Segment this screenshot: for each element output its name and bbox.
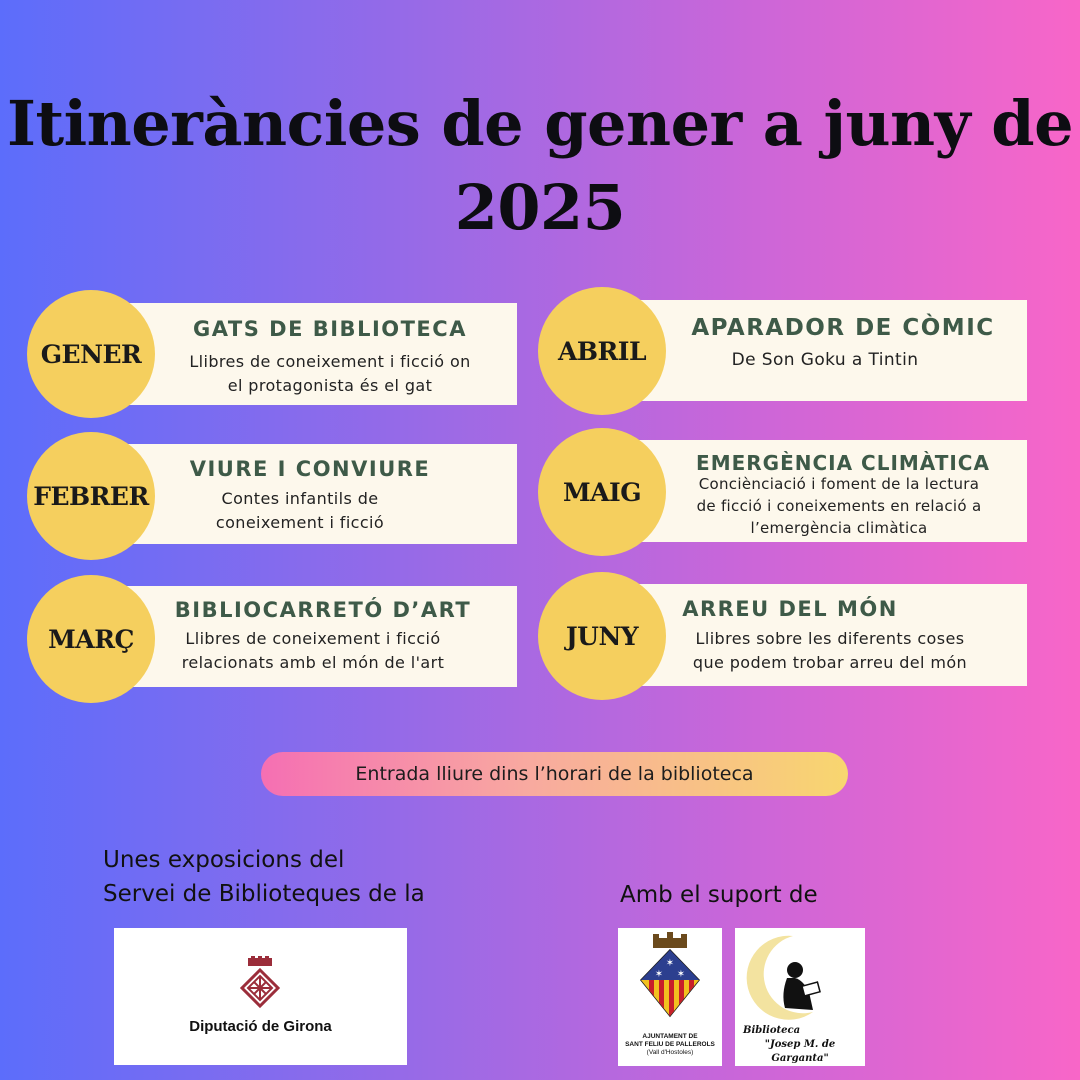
reading-moon-icon xyxy=(743,932,833,1022)
month-badge-juny: JUNY xyxy=(538,572,666,700)
ajuntament-logo-text: AJUNTAMENT DE SANT FELIU DE PALLEROLS (Vall d'Hostoles) xyxy=(625,1033,715,1056)
exhibition-description-abril: De Son Goku a Tintin xyxy=(731,350,919,370)
exhibition-title-maig: EMERGÈNCIA CLIMÀTICA xyxy=(696,451,990,475)
biblioteca-garganta-logo xyxy=(735,928,865,1066)
exhibition-description-febrer: Contes infantils de coneixement i ficció xyxy=(215,489,385,532)
svg-text:✶: ✶ xyxy=(665,958,675,969)
month-badge-maig: MAIG xyxy=(538,428,666,556)
biblioteca-logo-text: Biblioteca "Josep M. de Garganta" xyxy=(743,1025,836,1064)
organizer-credit: Unes exposicions del Servei de Biblioteques de la xyxy=(103,847,425,907)
diputacio-logo-text: Diputació de Girona xyxy=(189,1018,332,1035)
diputacio-crest-icon xyxy=(240,956,280,1014)
page-title: Itineràncies de gener a juny de 2025 xyxy=(6,87,1074,244)
month-badge-febrer: FEBRER xyxy=(27,432,155,560)
exhibition-description-gener: Llibres de coneixement i ficció on el protagonista és el gat xyxy=(189,352,471,395)
month-badge-gener: GENER xyxy=(27,290,155,418)
exhibition-title-gener: GATS DE BIBLIOTECA xyxy=(193,317,467,341)
exhibition-title-abril: APARADOR DE CÒMIC xyxy=(691,315,995,341)
exhibition-title-febrer: VIURE I CONVIURE xyxy=(189,457,431,481)
month-badge-marc: MARÇ xyxy=(27,575,155,703)
month-badge-abril: ABRIL xyxy=(538,287,666,415)
ajuntament-shield-icon xyxy=(635,932,705,1022)
exhibition-title-juny: ARREU DEL MÓN xyxy=(682,597,898,621)
exhibition-title-marc: BIBLIOCARRETÓ D’ART xyxy=(174,598,472,622)
svg-text:✶: ✶ xyxy=(654,969,664,980)
support-label: Amb el suport de xyxy=(620,882,818,908)
exhibition-description-juny: Llibres sobre les diferents coses que podem trobar arreu del món xyxy=(692,629,968,672)
exhibition-description-marc: Llibres de coneixement i ficció relacionats amb el món de l'art xyxy=(181,629,445,672)
exhibition-description-maig: Conciènciació i foment de la lectura de ficció i coneixements en relació a l’emergència climàtica xyxy=(696,475,982,537)
entry-note-badge: Entrada lliure dins l’horari de la biblioteca xyxy=(261,752,848,796)
diputacio-girona-logo xyxy=(114,928,407,1065)
svg-text:✶: ✶ xyxy=(676,969,686,980)
ajuntament-sant-feliu-logo xyxy=(618,928,722,1066)
